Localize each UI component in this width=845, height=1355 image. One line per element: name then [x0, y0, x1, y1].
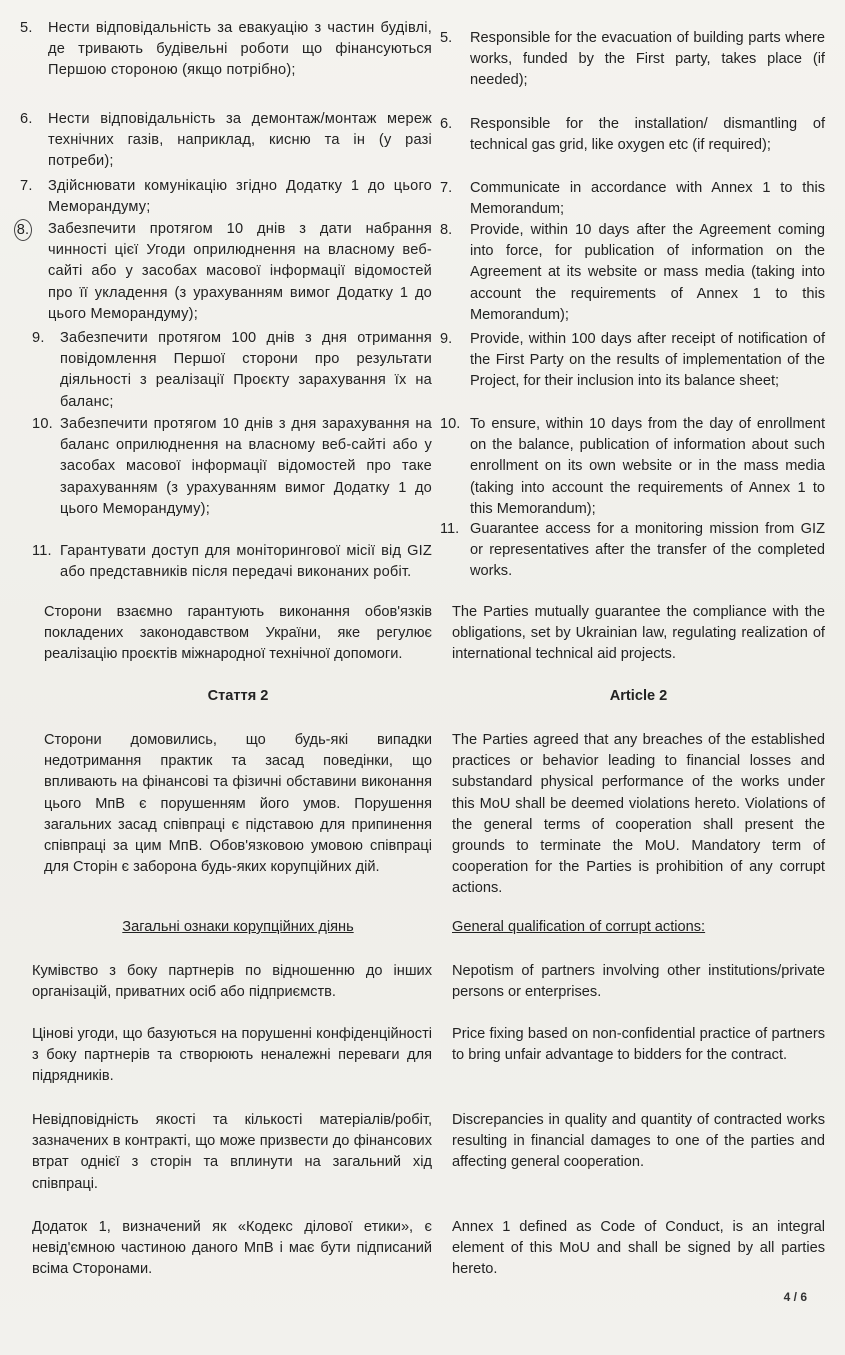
list-item: 7. Communicate in accordance with Annex 1 to this Memorandum;: [440, 180, 825, 218]
list-item: 6. Нести відповідальність за демонтаж/монтаж мереж технічних газів, наприклад, кисню та ін (у разі потреби);: [20, 111, 432, 170]
corrupt-item: Discrepancies in quality and quantity of contracted works resulting in financial damages to one of the parties and affecting general cooperation.: [452, 1112, 825, 1171]
subheading: Загальні ознаки корупційних діянь: [122, 919, 354, 935]
guarantee-paragraph: The Parties mutually guarantee the compliance with the obligations, set by Ukrainian law, regulating realization of international technical aid projects.: [452, 604, 825, 663]
list-item-circled: 8. Забезпечити протягом 10 днів з дати набрання чинності цієї Угоди оприлюднення на власному веб-сайті або у засобах масової інформації відомостей про її укладення (з урахуванням вимог Додатку 1 до цього Меморандуму);: [20, 219, 432, 325]
annex-paragraph: Додаток 1, визначений як «Кодекс ділової етики», є невід'ємною частиною даного МпВ і має бути підписаний всіма Сторонами.: [32, 1219, 432, 1278]
corrupt-item: Невідповідність якості та кількості матеріалів/робіт, зазначених в контракті, що може призвести до фінансових втрат однієї з сторін та вплинути на загальний хід співпраці.: [32, 1112, 432, 1192]
article-text: The Parties agreed that any breaches of the established practices or behavior leading to financial losses and substandard physical performance of the works under this MoU shall be deemed violations hereto. Violations of the general terms of cooperation shall present the grounds to terminate the MoU. Mandatory term of cooperation for the Parties is prohibition of any corrupt actions.: [452, 732, 825, 897]
list-item: 10. To ensure, within 10 days from the day of enrollment on the balance, publication of information about such enrollment on its own website or in the mass media (taking into account the requirements of Annex 1 to this Memorandum);: [440, 416, 825, 517]
annex-paragraph: Annex 1 defined as Code of Conduct, is an integral element of this MoU and shall be signed by all parties hereto.: [452, 1219, 825, 1278]
list-item: 11. Guarantee access for a monitoring mission from GIZ or representatives after the transfer of the completed works.: [440, 521, 825, 580]
list-item: 10. Забезпечити протягом 10 днів з дня зарахування на баланс оприлюднення на власному веб-сайті або у засобах масової інформації відомостей про таке зарахуванням (з урахуванням вимог Додатку 1 до цього Меморандуму);: [32, 416, 432, 517]
list-item: 9. Provide, within 100 days after receipt of notification of the First Party on the results of implementation of the Project, for their inclusion into its balance sheet;: [440, 331, 825, 390]
corrupt-item: Price fixing based on non-confidential practice of partners to bring unfair advantage to bidders for the contract.: [452, 1026, 825, 1064]
list-item: 5. Нести відповідальність за евакуацію з частин будівлі, де тривають будівельні роботи що фінансуються Першою стороною (якщо потрібно);: [20, 20, 432, 79]
article-heading: Стаття 2: [207, 688, 269, 704]
handwritten-circle-mark: 8.: [14, 219, 32, 241]
list-item: 5. Responsible for the evacuation of building parts where works, funded by the First party, takes place (if needed);: [440, 30, 825, 89]
article-text: Сторони домовились, що будь-які випадки недотримання практик та засад поведінки, що впливають на фінансові та фізичні обставини виконання цього МпВ є порушенням його умов. Порушення загальних засад співпраці є підставою для припинення співпраці за цим МпВ. Обов'язковою умовою співпраці для Сторін є заборона будь-яких корупційних дій.: [44, 732, 432, 876]
corrupt-item: Nepotism of partners involving other institutions/private persons or enterprises.: [452, 963, 825, 1001]
list-item: 7. Здійснювати комунікацію згідно Додатку 1 до цього Меморандуму;: [20, 178, 432, 216]
list-item: 11. Гарантувати доступ для моніторингової місії від GIZ або представників після передачі виконаних робіт.: [32, 543, 432, 581]
list-item: 9. Забезпечити протягом 100 днів з дня отримання повідомлення Першої сторони про результати діяльності з реалізації Проєкту зарахування їх на баланс;: [32, 330, 432, 410]
corrupt-item: Цінові угоди, що базуються на порушенні конфіденційності з боку партнерів та створюють неналежні переваги для підрядників.: [32, 1026, 432, 1085]
list-item: 8. Provide, within 10 days after the Agreement coming into force, for publication of information on the Agreement at its website or mass media (taking into account the requirements of Annex 1 to this Memorandum);: [440, 222, 825, 323]
corrupt-item: Кумівство з боку партнерів по відношенню до інших організацій, приватних осіб або підприємств.: [32, 963, 432, 1001]
article-heading: Article 2: [609, 688, 668, 704]
list-item: 6. Responsible for the installation/ dismantling of technical gas grid, like oxygen etc (if required);: [440, 116, 825, 154]
subheading: General qualification of corrupt actions:: [452, 919, 706, 935]
page-number: 4 / 6: [783, 1290, 807, 1304]
guarantee-paragraph: Сторони взаємно гарантують виконання обов'язків покладених законодавством України, яке регулює реалізацію проєктів міжнародної технічної допомоги.: [44, 604, 432, 663]
